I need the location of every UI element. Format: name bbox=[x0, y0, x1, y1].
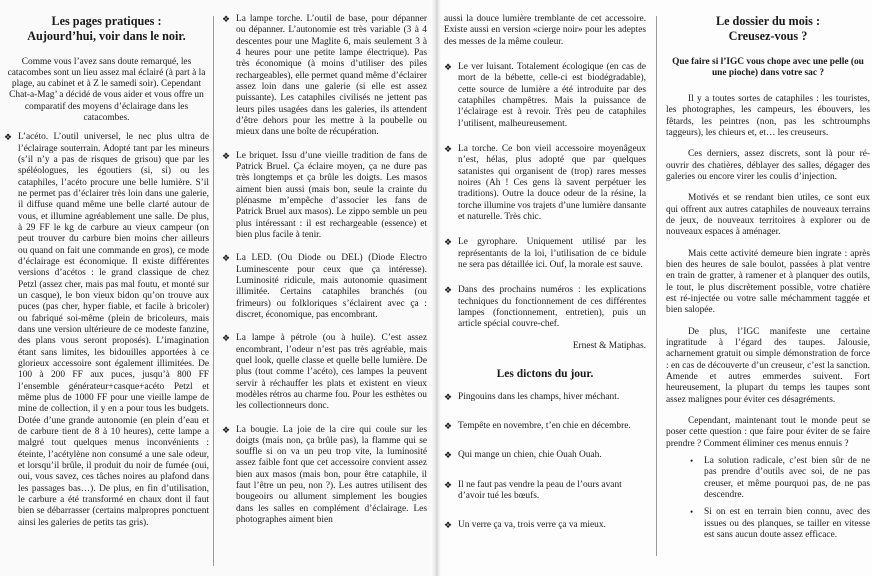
bullet-icon: ❖ bbox=[222, 14, 231, 24]
section-briquet: ❖ Le briquet. Issu d’une vieille tradition de fans de Patrick Bruel. Ça éclaire moyen, ça ne dure pas très longtemps et ça brûle les doigts. Les masos aiment bien aussi (mais bon, seule la crainte du plénasme m’empêche d’associer les fans de Patrick Bruel aux masos). Le zippo semble un peu plus intéressant : il est rechargeable (essence) et bien plus facile à tenir. bbox=[222, 150, 427, 240]
column-divider bbox=[213, 16, 214, 566]
dicton-item: ❖ Tempête en novembre, t’en chie en décembre. bbox=[444, 421, 631, 432]
dossier-paragraph: Mais cette activité demeure bien ingrate : après bien des heures de sale boulot, passées à plat ventre en train de gratter, à ramener et à planquer des outils, le tout, le plus discrètement possible, votre chatière est ré-injectée ou votre salle méchamment taggée et bien salopée. bbox=[666, 248, 870, 316]
dictons-list bbox=[444, 392, 646, 532]
bullet-icon: ❖ bbox=[222, 253, 231, 264]
suite-column bbox=[444, 14, 646, 532]
section-lampe-torche: ❖ La lampe torche. L’outil de base, pour dépanner ou dépanner. L’autonomie est très variable (3 à 4 descentes pour une Maglite 6, mais seulement 3 à 4 heures pour une petite lampe électrique). Pas très économique (à moins d’utiliser des piles rechargeables), elle permet quand même d’éclairer assez loin dans une galerie (si elle est assez puissante). Les cataphiles civilisés ne jettent pas leurs piles usagées dans les galeries, ils attendent d’être dehors pour les mettre à la poubelle ou mieux dans une boîte de récupération. bbox=[222, 14, 427, 138]
bougie-suite: aussi la douce lumière tremblante de cet accessoire. Existe aussi en version «cierge noir» pour les adeptes des messes de la même couleur. bbox=[444, 14, 646, 47]
solution-item: • Si on est en terrain bien connu, avec des issues ou des planques, se tailler en vitesse est sans aucun doute assez efficace. bbox=[690, 507, 870, 540]
section-prochains-numeros: ❖ Dans des prochains numéros : les explications techniques du fonctionnement de ces différentes lampes (fonctionnement, entretien), puis un article spécial couvre-chef. bbox=[444, 285, 646, 330]
bullet-icon: ❖ bbox=[222, 150, 231, 161]
bullet-icon: ❖ bbox=[222, 333, 231, 344]
dossier-question: Que faire si l’IGC vous chope avec une pelle (ou une pioche) dans votre sac ? bbox=[672, 56, 864, 79]
dicton-item: ❖ Un verre ça va, trois verre ça va mieux. bbox=[444, 520, 606, 531]
pratiques-intro: Comme vous l’avez sans doute remarqué, les catacombes sont un lieu assez mal éclairé (à part à la plage, au cabinet et à Z le samedi soir). Cependant Chat-a-Mag’ a décidé de vous aider et vous offre un comparatif des moyens d’éclairage dans les catacombes. bbox=[7, 56, 206, 124]
section-torche: ❖ La torche. Ce bon vieil accessoire moyenâgeux n’est, hélas, plus adopté que par quelques satanistes qui organisent de (trop) rares messes noires (Ah ! Ces gens là savent perpétuer les traditions). Outre la douce odeur de la résine, la torche illumine vos trajets d’une lumière dansante et naturelle. Très chic. bbox=[444, 143, 646, 222]
dicton-item: ❖ Pingouins dans les champs, hiver méchant. bbox=[444, 391, 620, 402]
section-ver-luisant: ❖ Le ver luisant. Totalement écologique (en cas de mort de la bébette, celle-ci est biodégradable), cette source de lumière a été introduite par des cataphiles champêtres. Mais la puissance de l’éclairage est à revoir. Très peu de cataphiles l’utilisent, malheureusement. bbox=[444, 61, 646, 129]
dossier-paragraph: Motivés et se rendant bien utiles, ce sont eux qui offrent aux autres cataphiles de nouveaux terrains de jeux, de nouveaux territoires à explorer ou de nouveaux espaces à aménager. bbox=[666, 193, 870, 238]
dicton-item: ❖ Il ne faut pas vendre la peau de l’ours avant d’avoir tué les bœufs. bbox=[444, 479, 622, 502]
bullet-icon: ❖ bbox=[444, 520, 453, 531]
bullet-icon: ❖ bbox=[444, 479, 453, 490]
section-aceto: ❖ L’acéto. L’outil universel, le nec plus ultra de l’éclairage souterrain. Adopté tant par les mineurs (s’il n’y a pas de risques de grisou) que par les spéléologues, les égoutiers (si, si) ou les cataphiles, l’acéto procure une belle lumière. S’il ne permet pas d’éclairer très loin dans une galerie, il diffuse quand même une belle clarté autour de vous, et illumine agréablement une salle. De plus, à 29 FF le kg de carbure au vieux campeur (on peut trouver du carbure bien moins cher ailleurs ou quand on fait une commande en gros), ce mode d’éclairage est économique. Il existe différentes versions d’acétos : le grand classique de chez Petzl (assez cher, mais pas mal foutu, et monté sur un casque), le bon vieux bidon qu’on trouve aux puces (pas cher, hyper fiable, et facile à bricoler) ou fabriqué soi-même (plein de bricoleurs, mais dans une version ultérieure de ce modeste fanzine, des plans vous seront proposés). L’imagination étant sans limites, les bidouilles apportées à ce glorieux accessoire sont également illimitées. De 100 à 200 FF aux puces, jusqu’à 800 FF l’ensemble générateur+casque+acéto Petzl et même plus de 1000 FF pour une vieille lampe de mine de collection, il y en a pour tous les budgets. Dotée d’une grande autonomie (en plein d’eau et de carbure tient de 8 à 10 heures), cette lampe a malgré tout quelques menus inconvénients : éteinte, l’acétylène non consumé a une sale odeur, et lorsqu’il brûle, il produit du noir de fumée (oui, oui, vous savez, ces tâches noires au plafond dans les passages bas…). De plus, en fin d’utilisation, le carbure a été transformé en chaux dont il faut bien se débarrasser (certains malpropres ponctuent ainsi les galeries de petits tas gris). bbox=[4, 132, 209, 528]
section-lampe-petrole: ❖ La lampe à pétrole (ou à huile). C’est assez encombrant, l’odeur n’est pas très agréable, mais quel look, quelle classe et quelle belle lumière. De plus (tout comme l’acéto), ces lampes la peuvent servir à réchauffer les plats et existent en vieux modèles rétros au charme fou. Pour les esthètes ou les collectionneurs donc. bbox=[222, 333, 427, 412]
pratiques-title: Les pages pratiques : Aujourd’hui, voir dans le noir. bbox=[27, 14, 186, 44]
dossier-paragraph: Cependant, maintenant tout le monde peut se poser cette question : que faire pour éviter de se faire prendre ? Comment éliminer ces menus ennuis ? bbox=[666, 415, 870, 449]
dossier-paragraph: De plus, l’IGC manifeste une certaine ingratitude à l’égard des taupes. Jalousie, acharnement gratuit ou simple démonstration de force : en cas de découverte d’un creuseur, c’est la sanction. Amende et autres emmerdes suivent. Fort heureusement, la plupart du temps les taupes sont assez malignes pour éviter ces désagréments. bbox=[666, 326, 870, 405]
solution-item: • La solution radicale, c’est bien sûr de ne pas prendre d’outils avec soi, de ne pas creuser, et même pourquoi pas, de ne pas descendre. bbox=[690, 455, 870, 500]
section-gyrophare: ❖ Le gyrophare. Uniquement utilisé par les représentants de la loi, l’utilisation de ce bidule ne sera pas détaillée ici. Ouf, la morale est sauve. bbox=[444, 237, 646, 270]
bullet-icon: ❖ bbox=[444, 285, 453, 296]
bullet-icon: • bbox=[690, 507, 694, 518]
bullet-icon: ❖ bbox=[444, 421, 453, 432]
bullet-icon: ❖ bbox=[4, 132, 13, 143]
bullet-icon: • bbox=[690, 455, 694, 466]
page-gutter bbox=[431, 0, 441, 576]
dicton-item: ❖ Qui mange un chien, chie Ouah Ouah. bbox=[444, 450, 602, 461]
dossier-title: Le dossier du mois : Creusez-vous ? bbox=[715, 14, 821, 44]
pratiques-column bbox=[4, 14, 209, 529]
bullet-icon: ❖ bbox=[444, 391, 453, 402]
dossier-column bbox=[666, 14, 870, 541]
bullet-icon: ❖ bbox=[444, 143, 453, 154]
dossier-paragraph: Ces derniers, assez discrets, sont là pour ré-ouvrir des chatières, déblayer des salles, dégager des galeries ou encore virer les coulis d’injection. bbox=[666, 149, 870, 182]
bullet-icon: ❖ bbox=[444, 237, 453, 248]
bullet-icon: ❖ bbox=[444, 61, 453, 72]
lampes-column bbox=[222, 14, 427, 526]
section-bougie: ❖ La bougie. La joie de la cire qui coule sur les doigts (mais non, ça brûle pas), la flamme qui se souffle si on va un peu trop vite, la luminosité assez faible font que cet accessoire convient assez bien aux masos (mais bon, pour être cataphile, il faut l’être un peu, non ?). Les autres utilisent des bougeoirs ou allument simplement les bougies dans les salles en complément d’éclairage. Les photographes aiment bien bbox=[222, 424, 427, 526]
signature: Ernest & Matiphas. bbox=[572, 340, 646, 351]
dossier-paragraph: Il y a toutes sortes de cataphiles : les touristes, les photographes, les campeurs, les ébouvers, les fêtards, les peintres (non, pas les schtroumphs taggeurs), les chieurs et, et… les creuseurs. bbox=[666, 94, 870, 138]
column-divider bbox=[656, 16, 657, 556]
section-led: ❖ La LED. (Ou Diode ou DEL) (Diode Electro Luminescente pour ceux que ça intéresse). Luminosité ridicule, mais autonomie quasiment illimitée. Certains cataphiles branchés (ou frimeurs) ou folkloriques s’éclairent avec ça : discret, économique, pas encombrant. bbox=[222, 253, 427, 320]
bullet-icon: ❖ bbox=[444, 450, 453, 461]
dictons-title: Les dictons du jour. bbox=[496, 367, 594, 380]
bullet-icon: ❖ bbox=[222, 424, 231, 435]
